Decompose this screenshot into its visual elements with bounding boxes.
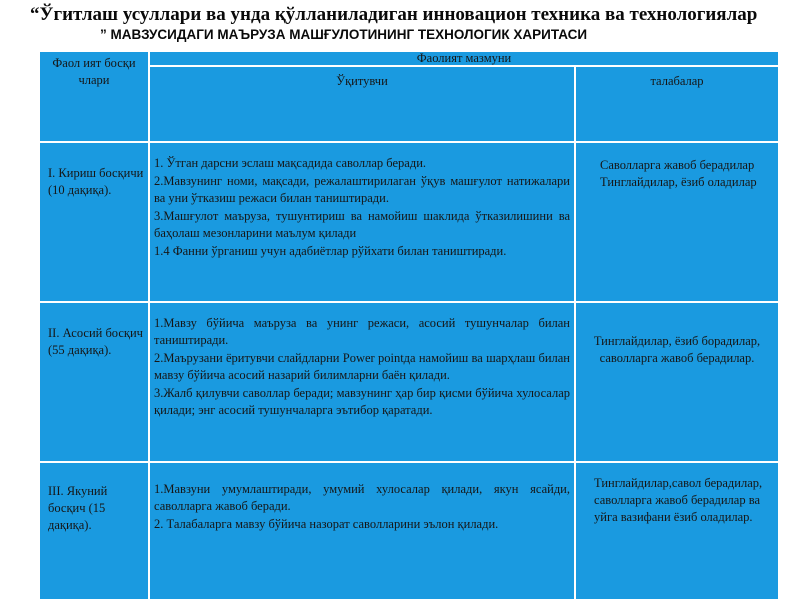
list-item: 1.4 Фанни ўрганиш учун адабиётлар рўйхати билан таништиради. — [154, 244, 507, 258]
stage-cell: I. Кириш босқичи (10 дақиқа). — [39, 142, 149, 302]
teacher-cell — [149, 302, 575, 462]
students-cell: Тинглайдилар, ёзиб борадилар, саволларга жавоб берадилар. — [575, 302, 779, 462]
activity-header: Фаолият мазмуни — [149, 51, 779, 66]
list-item: 2. Талабаларга мавзу бўйича назорат саволларини эълон қилади. — [154, 517, 499, 531]
document-title: “Ўгитлаш усуллари ва унда қўлланиладиган инновацион техника ва технологиялар — [30, 4, 758, 25]
technology-map-table — [38, 50, 780, 601]
students-cell: Саволларга жавоб берадилар Тинглайдилар, ёзиб оладилар — [575, 142, 779, 302]
table-row — [39, 462, 779, 600]
table-row — [39, 302, 779, 462]
students-cell: Тинглайдилар,савол берадилар, саволларга жавоб берадилар ва уйга вазифани ёзиб оладилар. — [575, 462, 779, 600]
stage-cell: II. Асосий босқич (55 дақиқа). — [39, 302, 149, 462]
list-item: 2.Маърузани ёритувчи слайдларни Power pointда намойиш ва шарҳлаш билан мавзу бўйича асосий назарий билимларни баён қилади. — [154, 351, 570, 382]
list-item: 1. Ўтган дарсни эслаш мақсадида саволлар беради. — [154, 156, 427, 170]
list-item: 2.Мавзунинг номи, мақсади, режалаштирилаган ўқув машғулот натижалари ва уни ўтказиш режаси билан таништиради. — [154, 174, 570, 205]
students-header: талабалар — [575, 66, 779, 142]
table-row — [39, 142, 779, 302]
list-item: 3.Жалб қилувчи саволлар беради; мавзунинг ҳар бир қисми бўйича хулосалар қилади; энг асосий тушунчаларга эътибор қаратади. — [154, 386, 570, 417]
list-item: 1.Мавзуни умумлаштиради, умумий хулосалар қилади, якун ясайди, саволларга жавоб беради. — [154, 482, 570, 513]
stage-header: Фаол ият босқи члари — [39, 51, 149, 142]
document-subtitle: ” МАВЗУСИДАГИ МАЪРУЗА МАШҒУЛОТИНИНГ ТЕХНОЛОГИК ХАРИТАСИ — [100, 27, 588, 42]
teacher-cell — [149, 462, 575, 600]
list-item: 1.Мавзу бўйича маъруза ва унинг режаси, асосий тушунчалар билан таништиради. — [154, 316, 570, 347]
list-item: 3.Машғулот маъруза, тушунтириш ва намойиш шаклида ўтказилишини ва баҳолаш мезонларини маълум қилади — [154, 209, 570, 240]
teacher-cell — [149, 142, 575, 302]
stage-cell: III. Якуний босқич (15 дақиқа). — [39, 462, 149, 600]
teacher-header: Ўқитувчи — [149, 66, 575, 142]
